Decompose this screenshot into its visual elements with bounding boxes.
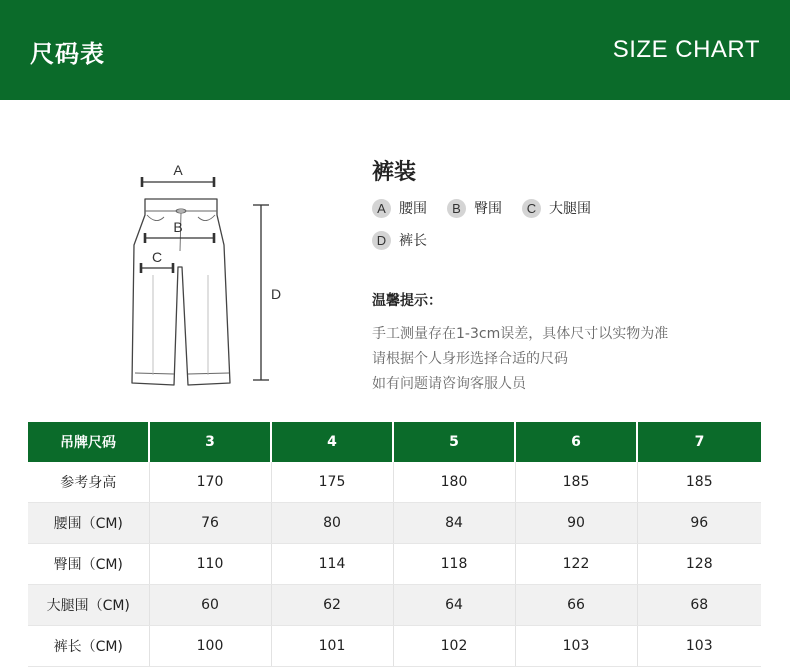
legend-item [447,198,502,218]
row-label: 裤长（CM) [28,626,149,667]
table-cell: 84 [393,503,515,544]
measure-label-a: A [173,162,183,178]
table-cell: 101 [271,626,393,667]
table-cell: 103 [515,626,637,667]
table-cell: 76 [149,503,271,544]
row-label: 参考身高 [28,462,149,503]
table-cell: 175 [271,462,393,503]
size-table [28,422,761,667]
table-cell: 103 [637,626,761,667]
table-cell: 114 [271,544,393,585]
header-size-tag: 吊牌尺码 [28,422,149,462]
table-row [28,585,761,626]
table-row [28,503,761,544]
table-cell: 118 [393,544,515,585]
legend-label: 裤长 [399,233,427,249]
table-cell: 128 [637,544,761,585]
measure-label-d: D [270,286,282,302]
table-cell: 62 [271,585,393,626]
legend-item [522,198,591,218]
legend-item [372,230,427,250]
category-title: 裤装 [372,160,417,185]
tips-title: 温馨提示： [372,293,442,309]
row-label: 腰围（CM) [28,503,149,544]
table-cell: 64 [393,585,515,626]
legend-row-2 [372,230,447,250]
badge-a: A [372,199,391,218]
page-title-english: SIZE CHART [612,36,760,63]
table-row [28,544,761,585]
pants-measurement-diagram [120,155,300,395]
badge-c: C [522,199,541,218]
table-cell: 110 [149,544,271,585]
table-row [28,462,761,503]
table-cell: 185 [515,462,637,503]
table-cell: 96 [637,503,761,544]
table-cell: 68 [637,585,761,626]
badge-b: B [447,199,466,218]
table-cell: 66 [515,585,637,626]
row-label: 大腿围（CM) [28,585,149,626]
table-header-row [28,422,761,462]
table-cell: 100 [149,626,271,667]
table-row [28,626,761,667]
legend-label: 大腿围 [549,201,591,217]
legend-label: 臀围 [474,201,502,217]
legend-label: 腰围 [399,201,427,217]
measure-label-c: C [151,249,163,265]
header-size: 4 [271,422,393,462]
table-cell: 102 [393,626,515,667]
tip-line: 手工测量存在1-3cm误差，具体尺寸以实物为准 [372,326,669,342]
row-label: 臀围（CM) [28,544,149,585]
table-cell: 122 [515,544,637,585]
header-bar [0,0,790,100]
header-size: 6 [515,422,637,462]
tip-line: 请根据个人身形选择合适的尺码 [372,351,568,367]
table-cell: 60 [149,585,271,626]
legend-row-1 [372,198,611,218]
tip-line: 如有问题请咨询客服人员 [372,376,526,392]
table-cell: 170 [149,462,271,503]
table-cell: 80 [271,503,393,544]
header-size: 3 [149,422,271,462]
table-cell: 180 [393,462,515,503]
table-cell: 90 [515,503,637,544]
page-title: 尺码表 [30,40,105,68]
header-size: 5 [393,422,515,462]
legend-item [372,198,427,218]
header-size: 7 [637,422,761,462]
badge-d: D [372,231,391,250]
table-cell: 185 [637,462,761,503]
measure-label-b: B [173,219,183,235]
